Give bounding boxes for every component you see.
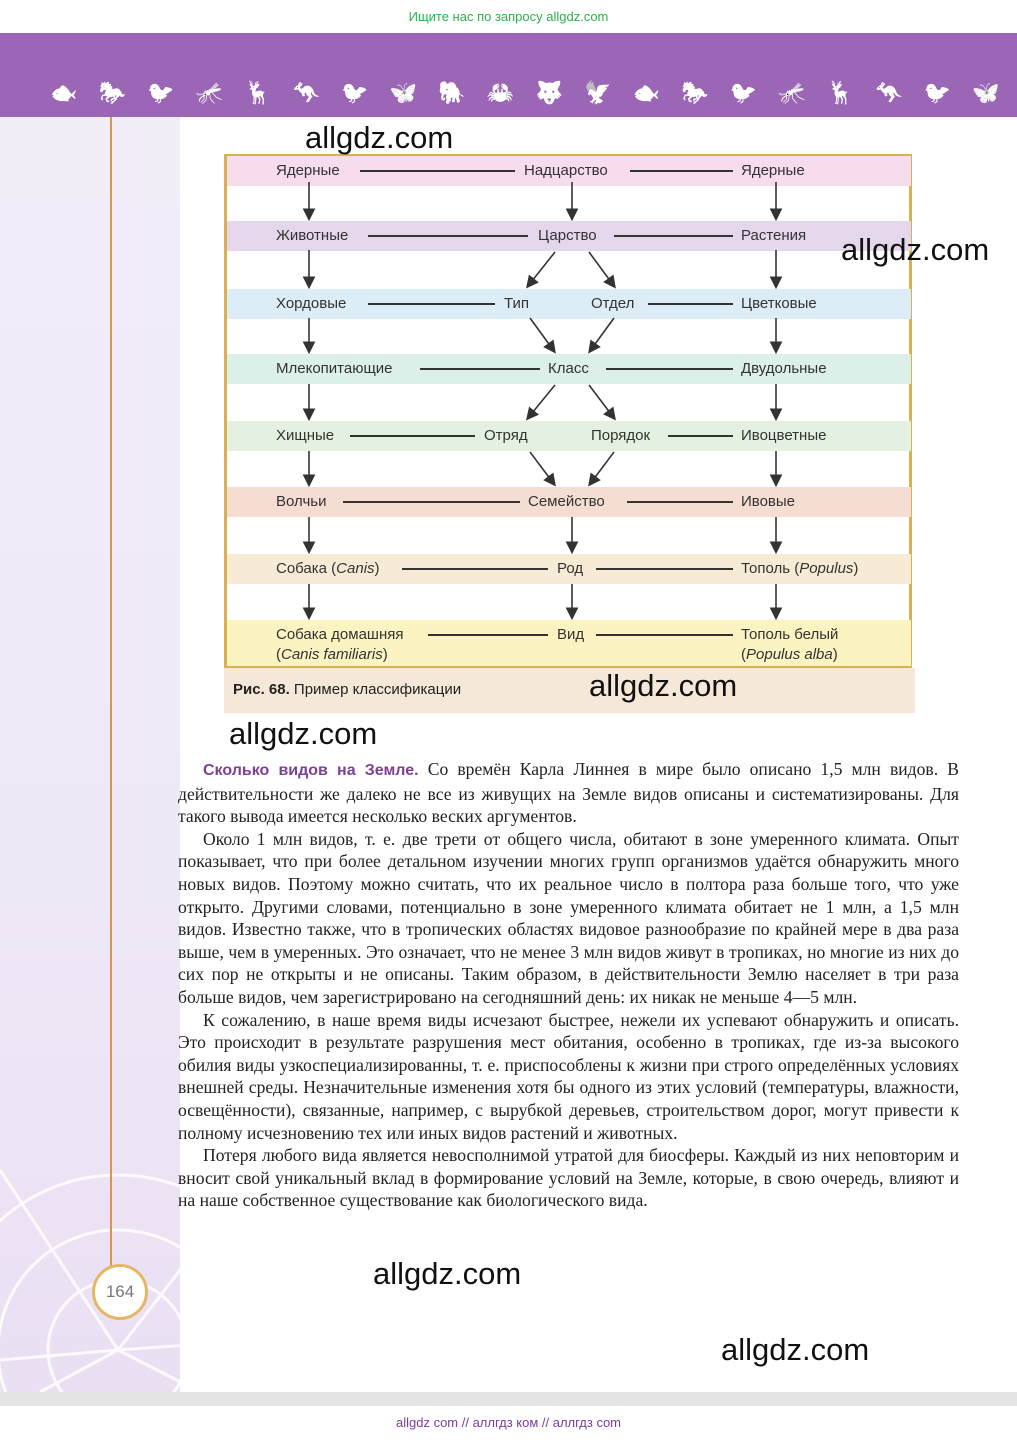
plant-division-label: Цветковые xyxy=(741,295,817,312)
watermark: allgdz.com xyxy=(305,120,454,155)
bird-icon: 🐦 xyxy=(729,81,758,106)
family-label: Семейство xyxy=(528,493,605,510)
superkingdom-label: Надцарство xyxy=(524,162,608,179)
animal-superkingdom-label: Ядерные xyxy=(276,162,340,179)
kingdom-label: Царство xyxy=(538,227,597,244)
butterfly-icon: 🦋 xyxy=(389,81,418,106)
bird-icon: 🐦 xyxy=(923,81,952,106)
deer-icon: 🦌 xyxy=(826,81,855,106)
horse-icon: 🐎 xyxy=(681,81,709,106)
plant-order-label: Ивоцветные xyxy=(741,427,827,444)
plant-superkingdom-label: Ядерные xyxy=(741,162,805,179)
bird-icon: 🐦 xyxy=(147,81,175,106)
top-banner[interactable]: Ищите нас по запросу allgdz.com xyxy=(0,0,1017,33)
page-number: 164 xyxy=(92,1264,148,1320)
division-label: Отдел xyxy=(591,295,635,312)
kangaroo-icon: 🦘 xyxy=(292,81,321,106)
plant-family-label: Ивовые xyxy=(741,493,796,510)
genus-label: Род xyxy=(557,560,584,577)
plant-class-label: Двудольные xyxy=(741,360,827,377)
animal-class-label: Млекопитающие xyxy=(276,360,393,377)
order-label: Отряд xyxy=(484,427,528,444)
pterosaur-icon: 🦅 xyxy=(584,81,612,106)
plant-genus-label: Тополь (Populus) xyxy=(741,560,859,577)
paragraph: К сожалению, в наше время виды исчезают быстрее, нежели их успевают обнаружить и описать. Это происходит в результате разрушения мест обитания, особенно в тропиках, где из-за высокого обилия виды узкоспециализированны, т. е. приспособлены к жизни при строго определённых условиях внешней среды. Незначительные изменения хотя бы одного из этих условий (температуры, влажности, освещённости), связанные, например, с вырубкой деревьев, строительством дорог, могут привести к полному исчезновению тех или иных видов растений и животных. xyxy=(178,1009,959,1143)
bird-icon: 🐦 xyxy=(341,81,369,106)
deer-icon: 🦌 xyxy=(244,81,272,106)
wolf-icon: 🐺 xyxy=(535,81,563,106)
plant-kingdom-label: Растения xyxy=(741,227,807,244)
animal-family-label: Волчьи xyxy=(276,493,327,510)
class-label: Класс xyxy=(548,360,589,377)
figure-caption: Рис. 68. Пример классификации xyxy=(233,681,462,698)
species-label: Вид xyxy=(557,626,585,643)
animal-species-label: Собака домашняя (Canis familiaris) xyxy=(276,626,404,663)
paragraph: Сколько видов на Земле. Со времён Карла Линнея в мире было описано 1,5 млн видов. В действительности же далеко не все из живущих на Земле видов описаны и систематизированы. Для такого вывода имеется несколько веских аргументов. xyxy=(178,759,959,827)
animal-order-label: Хищные xyxy=(276,427,335,444)
watermark: allgdz.com xyxy=(229,716,378,751)
watermark: allgdz.com xyxy=(589,668,738,703)
animal-kingdom-label: Животные xyxy=(276,227,349,244)
insect-icon: 🦟 xyxy=(778,81,806,106)
paragraph: Потеря любого вида является невосполнимой утратой для биосферы. Каждый из них неповторим и вносит свой уникальный вклад в формирование условий на Земле, которые, в свою очередь, влияют и на наше собственное существование как биологического вида. xyxy=(178,1145,959,1211)
elephant-icon: 🐘 xyxy=(438,81,466,106)
horse-icon: 🐎 xyxy=(98,81,126,106)
animal-phylum-label: Хордовые xyxy=(276,295,347,312)
bottom-divider xyxy=(0,1392,1017,1406)
kangaroo-icon: 🦘 xyxy=(875,81,903,106)
paragraph: Около 1 млн видов, т. е. две трети от общего числа, обитают в зоне умеренного климата. Опыт показывает, что при более детальном изучении многих групп организмов удаётся обнаружить много новых видов. Поэтому можно считать, что их реальное число в полтора раза больше того, что уже открыто. Другими словами, потенциально в зоне умеренного климата обитает не 1 млн, а 1,5 млн видов. Известно также, что в тропических областях видовое разнообразие по крайней мере в два раза выше, чем в умеренных. Это означает, что не менее 3 млн видов живут в тропиках, но многие из них до сих пор не открыты и не описаны. Таким образом, в действительности Землю населяет в три раза больше видов, чем зарегистрировано на сегодняшний день: их никак не меньше 4—5 млн. xyxy=(178,828,959,1007)
watermark: allgdz.com xyxy=(721,1332,870,1367)
crab-icon: 🦀 xyxy=(486,81,515,106)
animal-genus-label: Собака (Canis) xyxy=(276,560,380,577)
plant-order-rank-label: Порядок xyxy=(591,427,651,444)
body-text xyxy=(178,758,959,1212)
butterfly-icon: 🦋 xyxy=(972,81,1000,106)
fish-icon: 🐟 xyxy=(50,81,78,106)
section-heading: Сколько видов на Земле. xyxy=(203,762,419,779)
watermark: allgdz.com xyxy=(373,1256,522,1291)
footer-links[interactable]: allgdz com // аллгдз ком // аллгдз com xyxy=(0,1406,1017,1440)
phylum-label: Тип xyxy=(504,295,530,312)
watermark: allgdz.com xyxy=(841,232,990,267)
fish-icon: 🐟 xyxy=(632,81,660,106)
plant-species-label: Тополь белый (Populus alba) xyxy=(741,626,839,663)
insect-icon: 🦟 xyxy=(195,81,224,106)
